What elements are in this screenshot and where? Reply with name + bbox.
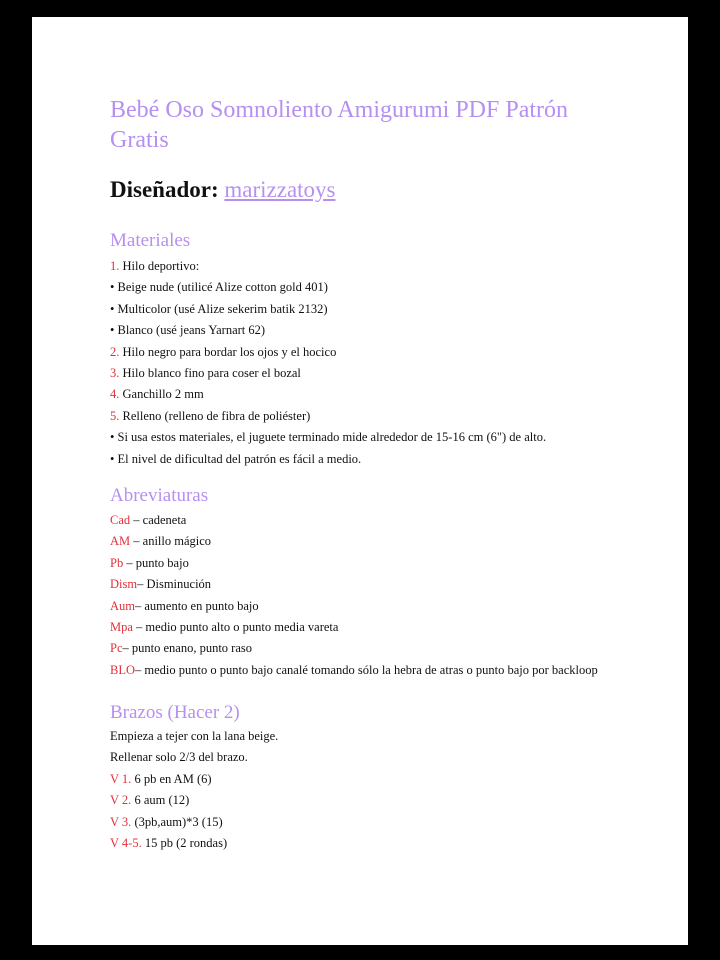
list-item: 2. Hilo negro para bordar los ojos y el hocico	[110, 344, 337, 359]
list-item: Aum– aumento en punto bajo	[110, 598, 259, 613]
page-title: Bebé Oso Somnoliento Amigurumi PDF Patrón Gratis	[110, 97, 569, 153]
list-item: 5. Relleno (relleno de fibra de poliéster)	[110, 408, 311, 423]
arms-list	[110, 726, 670, 854]
list-item: 4. Ganchillo 2 mm	[110, 387, 204, 402]
list-item: Cad – cadeneta	[110, 513, 187, 527]
designer-line	[110, 177, 336, 203]
designer-link[interactable]: marizzatoys	[224, 177, 336, 202]
arms-heading: Brazos (Hacer 2)	[110, 702, 240, 723]
list-item: V 2. 6 aum (12)	[110, 793, 190, 808]
list-item: Rellenar solo 2/3 del brazo.	[110, 750, 248, 765]
list-item: Dism– Disminución	[110, 577, 212, 592]
list-item: • Si usa estos materiales, el juguete terminado mide alrededor de 15-16 cm (6") de alto.	[110, 430, 547, 445]
list-item: 1. Hilo deportivo:	[110, 259, 200, 273]
abbreviations-list	[110, 510, 670, 681]
list-item: Pc– punto enano, punto raso	[110, 641, 252, 656]
document-page	[32, 17, 688, 945]
list-item: BLO– medio punto o punto bajo canalé tomando sólo la hebra de atras o punto bajo por backloop	[110, 662, 598, 677]
materials-heading: Materiales	[110, 230, 191, 251]
materials-list	[110, 256, 670, 470]
list-item: • Multicolor (usé Alize sekerim batik 2132)	[110, 301, 328, 316]
list-item: V 1. 6 pb en AM (6)	[110, 771, 212, 786]
list-item: 3. Hilo blanco fino para coser el bozal	[110, 366, 301, 381]
list-item: Mpa – medio punto alto o punto media vareta	[110, 620, 339, 635]
list-item: V 4-5. 15 pb (2 rondas)	[110, 836, 228, 851]
list-item: • Beige nude (utilicé Alize cotton gold 401)	[110, 280, 328, 295]
list-item: V 3. (3pb,aum)*3 (15)	[110, 814, 223, 829]
list-item: • Blanco (usé jeans Yarnart 62)	[110, 323, 266, 338]
list-item: Pb – punto bajo	[110, 555, 189, 570]
abbreviations-heading: Abreviaturas	[110, 485, 209, 506]
list-item: Empieza a tejer con la lana beige.	[110, 729, 279, 743]
list-item: AM – anillo mágico	[110, 534, 212, 549]
list-item: • El nivel de dificultad del patrón es fácil a medio.	[110, 451, 362, 466]
designer-label: Diseñador:	[110, 177, 219, 202]
